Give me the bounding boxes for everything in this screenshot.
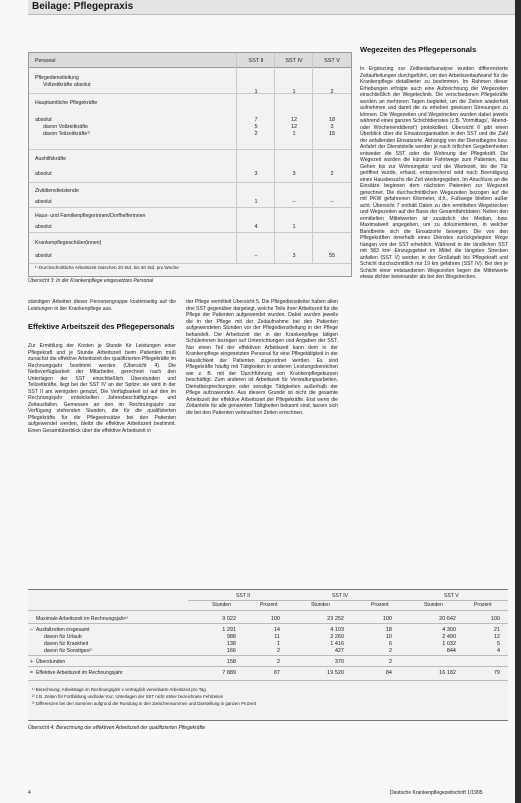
table-cell: 12 (290, 124, 298, 130)
table-row-label: Ausfallzeiten insgesamt (36, 627, 90, 633)
table-row-label: Maximale Arbeitszeit im Rechnungsjahr¹⁾ (36, 616, 129, 622)
worktime-table (28, 589, 508, 721)
group-divider (29, 149, 351, 150)
subheader: Prozent (371, 602, 389, 608)
table-cell: 4 (254, 224, 258, 230)
table-cell: 4 (496, 648, 500, 654)
table-cell: 1 (292, 224, 296, 230)
header-divider (188, 600, 508, 601)
table1-caption: Übersicht 3: In der Krankenpflege eingesetztes Personal (28, 278, 154, 284)
table-row-label: Pflegedienstleitung (35, 75, 79, 81)
table-cell: 1 (292, 89, 296, 95)
table-cell: 4 300 (442, 627, 456, 633)
table-cell: 988 (226, 634, 236, 640)
header-title: Beilage: Pflegepraxis (32, 1, 134, 12)
table-cell: 12 (290, 117, 298, 123)
table-cell: 1 291 (222, 627, 236, 633)
subheader: Stunden (311, 602, 330, 608)
table-row-label: absolut (35, 253, 52, 259)
row-prefix: + (30, 659, 33, 665)
table-cell: 844 (446, 648, 456, 654)
table-cell: 23 252 (327, 616, 344, 622)
row-prefix: = (30, 670, 33, 676)
table-cell: 100 (270, 616, 280, 622)
group-divider (29, 232, 351, 233)
table-cell: 2 490 (442, 634, 456, 640)
table-footnote: ³⁾ Differenzen bei den Summen aufgrund der Rundung in den Zwischensummen und Darstellung in ganzen Prozent (32, 701, 257, 706)
table-cell: 10 (385, 634, 392, 640)
table-row-label: davon Teilzeitkräfte¹⁾ (43, 131, 91, 137)
page-header (28, 0, 521, 15)
body-text-col1-intro (28, 299, 176, 312)
table-cell: 1 032 (442, 641, 456, 647)
table-cell: 18 (328, 117, 336, 123)
body-text-col3 (360, 66, 508, 582)
table-cell: 11 (274, 634, 280, 640)
group-divider (29, 263, 351, 264)
paragraph: der Pflege vermittelt Übersicht 5. Die Pflegedienstleiter haben allen drei SST gegenüber dargelegt, welche Teile ihrer Arbeitszeit für die Pflege der Patienten aufgewendet wurden. Dabei wurden jeweils die in der Pflege mit der Zeitaufnahme bei den Patienten aufgewendeten Stunden vor der Pflegedienstleitung in der Pflege behandelt. Die Arbeitszeit der in der Krankenpflege tätigen Schülerinnen bezogen auf Unterrichtungen und Angaben der SST. Nur einen Teil der effektiven Arbeitszeit kann dem in der Krankenpflege eingesetzten Personal für eine Pflegetätigkeit in der Häuslichkeit der Patienten zugeordnet werden. Es sind Pflegekräfte häufig mit Tätigkeiten in anderen Leistungsbereichen wie z. B. mit der Durchführung von Krankenpflegekursen beschäftigt. Zum anderen ist Arbeitszeit für Verwaltungsarbeiten, Dienstbesprechungen oder sonstige Tätigkeiten außerhalb der Pflege aufzuwenden. Aus diesem Grunde ist nicht die gesamte Arbeitszeit der effektive Arbeitszeit der Pflegekräfte. Erst wenn die Zeitanteile für alle genannten Tätigkeiten bekannt sind, lassen sich die bei den Patienten verbrachten Zeiten errechnen. (186, 299, 338, 416)
table-cell: 7 (254, 117, 258, 123)
body-text-col1 (28, 343, 176, 583)
row-divider (28, 655, 508, 656)
row-divider (28, 666, 508, 667)
table-cell: 3 (254, 171, 258, 177)
table-cell: 2 (388, 648, 392, 654)
group-divider (29, 182, 351, 183)
table-cell: 21 (493, 627, 500, 633)
table-cell: 1 (254, 89, 258, 95)
table-row-label: Überstunden (36, 659, 66, 665)
table-row-label: davon für Sonstiges²⁾ (44, 648, 92, 654)
table-row-label: Krankenpflegeschüler(innen) (35, 240, 102, 246)
table-cell: 5 (496, 641, 500, 647)
body-text-col2 (186, 299, 338, 583)
group-header-sst5: SST V (444, 593, 459, 599)
table-cell: 100 (382, 616, 392, 622)
table-cell: 15 (328, 131, 336, 137)
group-header-sst2: SST II (236, 593, 251, 599)
table-cell: 16 182 (439, 670, 456, 676)
table-cell: 19 520 (327, 670, 344, 676)
table-row-label: davon für Urlaub (44, 634, 82, 640)
table-cell: – (330, 199, 334, 205)
table-row-label: davon für Krankheit (44, 641, 89, 647)
group-divider (29, 207, 351, 208)
table-row-label: absolut (35, 224, 52, 230)
table-cell: – (292, 199, 296, 205)
table-cell: 2 260 (330, 634, 344, 640)
table-cell: 1 416 (330, 641, 344, 647)
table-cell: 427 (334, 648, 344, 654)
table-row-label: Hauptamtliche Pflegekräfte (35, 100, 98, 106)
table-cell: 20 642 (439, 616, 456, 622)
col-header-personal: Personal (35, 58, 56, 64)
table-cell: 138 (226, 641, 236, 647)
paragraph: ständigen Arbeiten dieser Personengruppe kostenseitig auf die Leistungen in der Krankenpflege aus. (28, 299, 176, 312)
table-footnote: ¹⁾ Durchschnittliche Arbeitszeit zwischen 20 Std. bis 30 Std. pro Woche (35, 265, 179, 270)
table-row-label: Effektive Arbeitszeit im Rechnungsjahr (36, 670, 123, 676)
paragraph: Zur Ermittlung der Kosten je Stunde für Leistungen einer Pflegekraft und je Stunde Arbeitszeit beim Patienten muß zunächst die effektive Arbeitszeit der qualifizierten Pflegekräfte im Rechnungsjahr bestimmt werden (Übersicht 4). Die Nettoverfügbarkeit der Mitarbeiter, gerechnet nach den Unterlagen der SST einschließlich Überstunden und Teilzeitkräfte, liegt bei der SST IV an der Spitze; sie wird in der SST II am wenigsten genutzt. Die Verfügbarkeit ist auf den im Rechnungsjahr entwickelten Jahresbeschäftigungs- und Zeitausfallen. Gemessen an den im Rechnungsjahr zur Verfügung stehenden Stunden, die für die qualifizierten Pflegekräfte für die Pflegeeinsätze bei den Patienten aufgewendet werden, bleibt die effektive Arbeitszeit bestimmt. Einen Gesamtüberblick über die effektive Arbeitszeit in (28, 343, 176, 434)
journal-name: Deutsche Krankenpflegezeitschrift 1/1995 (390, 790, 483, 796)
table-row-label: Zivildienstleistende (35, 188, 79, 194)
table-cell: 100 (490, 616, 500, 622)
row-divider (28, 680, 508, 681)
table-footnote: ¹⁾ Berechnung: Arbeitstage im Rechnungsjahr x vertraglich vereinbarte Arbeitszeit pro Tag (32, 687, 206, 692)
table2-caption: Übersicht 4: Berechnung der effektiven Arbeitszeit der qualifizierten Pflegekräfte (28, 725, 206, 731)
table-cell: 2 (276, 659, 280, 665)
section-heading: Effektive Arbeitszeit des Pflegepersonals (28, 322, 175, 331)
col-header-sst5: SST V (324, 58, 340, 64)
page-number: 4 (28, 790, 31, 796)
table-cell: 3 (292, 253, 296, 259)
subheader: Stunden (424, 602, 443, 608)
table-cell: 2 (388, 659, 392, 665)
group-header-sst4: SST IV (332, 593, 349, 599)
section-heading: Wegezeiten des Pflegepersonals (360, 45, 477, 54)
paragraph: In Ergänzung zur Zeitbedarfsanalyse wurden differenzierte Zeitaufteilungen durchgeführt, um den Arbeitszeitaufwand für die Krankenpflege detaillierter zu bestimmen. Im Rahmen dieser Erhebungen erfolgte auch eine Aufzeichnung der Wegezeiten einschließlich der Wegetechnik. Die verschiedenen Pflegekräfte wurden an mehreren Tagen begleitet, um die Zeiten wiederholt aufnehmen und damit die zu erheben gewissen Streuungen zu können. Die Wegezeiten und Wegstrecken wurden dabei jeweils während eines ganzen Schichtdienstes (z.B. 'Vormittags', 'Abend- oder Wochenenddienst') protokolliert. Übersicht 6 gibt einen Überblick über die Einsatzorganisation in den SST und die Zahl der anfallenden Einsatzorte. Abhängig von der Dienstbeginn bzw. Anfahrt der Dienststelle werden je nach örtlichen Gegebenheiten entweder die SST oder die Wohnung der Pflegekräft. Die Wegezeit wurden die kürzeste Fahrtwege zum Patienten, das Gehen bis zur Wohnungstür und die Wartezeit, bis die Tür geöffnet wurde, erfasst, entsprechend wird nach Beendigung eines Hausbesuchs die Zeit wiedergegeben. Im Anschluss an die Einsätze beginnen dem nächsten Patienten zur Wegezeit gerechnet. Die durchschnittlichen Wegezeiten bezogen auf die mit PKW gefahrenen Kilometer, d.h., Fußwege blieben außer acht. Übersicht 7 enthält Daten zu den ermittelten Wegstrecken und Wegezeiten auf der Basis der Gesamtfahrtdaten. Neben den ermittelten Mittelwerten ist zusätzlich der Median, bzw. Maximalwert angegeben, um zu dokumentieren, in welcher Bandbreite sich die Einsatzorte bewegen. Die von den Pflegekräften innerhalb eines Dienstes zurückgelegten Wege hängen von der SST erheblich. Während in der ländlichen SST mit 583 km² Einzugsgebiet im Mittel die längsten Strecken anfallen (SST V) werden in der Großstadt bis Pflegekraft und Schicht durchschnittlich nur 19 km gefahren (SST IV). Bei den je Schicht einer entstandenen Wegezeiten liegen die Mittelwerte etwas dichter beieinander als bei den Wegstrecken. (360, 66, 508, 280)
table-cell: 5 (254, 124, 258, 130)
table-cell: 79 (493, 670, 500, 676)
table-row-label: davon Vollzeitkräfte (43, 124, 88, 130)
table-cell: 166 (226, 648, 236, 654)
table-cell: 7 889 (222, 670, 236, 676)
header-divider (28, 610, 508, 611)
subheader: Stunden (212, 602, 231, 608)
table-cell: 1 (292, 131, 296, 137)
table-cell: 1 (276, 641, 280, 647)
table-cell: 1 (254, 199, 258, 205)
table-cell: 2 (254, 131, 258, 137)
table-cell: 87 (273, 670, 280, 676)
table-footnote: ²⁾ z.B. Zeiten für Fortbildung und/oder Kur; Unterlagen der SST nicht näher bezeichnete Fehlzeiten (32, 694, 224, 699)
table-cell: 2 (276, 648, 280, 654)
table-row-label: absolut (35, 117, 52, 123)
table-cell: 4 103 (330, 627, 344, 633)
table-row-label: Aushilfskräfte (35, 156, 67, 162)
table-cell: 3 (330, 124, 334, 130)
table-cell: 12 (493, 634, 500, 640)
table-cell: 2 (330, 171, 334, 177)
col-header-sst4: SST IV (285, 58, 303, 64)
row-divider (28, 623, 508, 624)
table-cell: 55 (328, 253, 336, 259)
table-cell: 3 (292, 171, 296, 177)
col-header-sst2: SST II (248, 58, 264, 64)
page-edge-strip (515, 0, 521, 803)
table-row-label: Haus- und Familienpflegerinnen/Dorfhelferinnen (35, 213, 146, 219)
table-cell: 84 (385, 670, 392, 676)
table-row-label: absolut (35, 199, 52, 205)
subheader: Prozent (474, 602, 492, 608)
table-cell: 370 (334, 659, 344, 665)
table-row-label: Vollzeitkräfte absolut (43, 82, 91, 88)
table-cell: 6 (388, 641, 392, 647)
table-row-label: absolut (35, 171, 52, 177)
row-prefix: – (30, 627, 33, 633)
table-cell: 158 (226, 659, 236, 665)
table-cell: 9 022 (222, 616, 236, 622)
table-cell: 18 (385, 627, 392, 633)
table-cell: 14 (273, 627, 280, 633)
personnel-table (28, 52, 352, 277)
table-cell: 2 (330, 89, 334, 95)
table-cell: – (254, 253, 258, 259)
subheader: Prozent (260, 602, 278, 608)
